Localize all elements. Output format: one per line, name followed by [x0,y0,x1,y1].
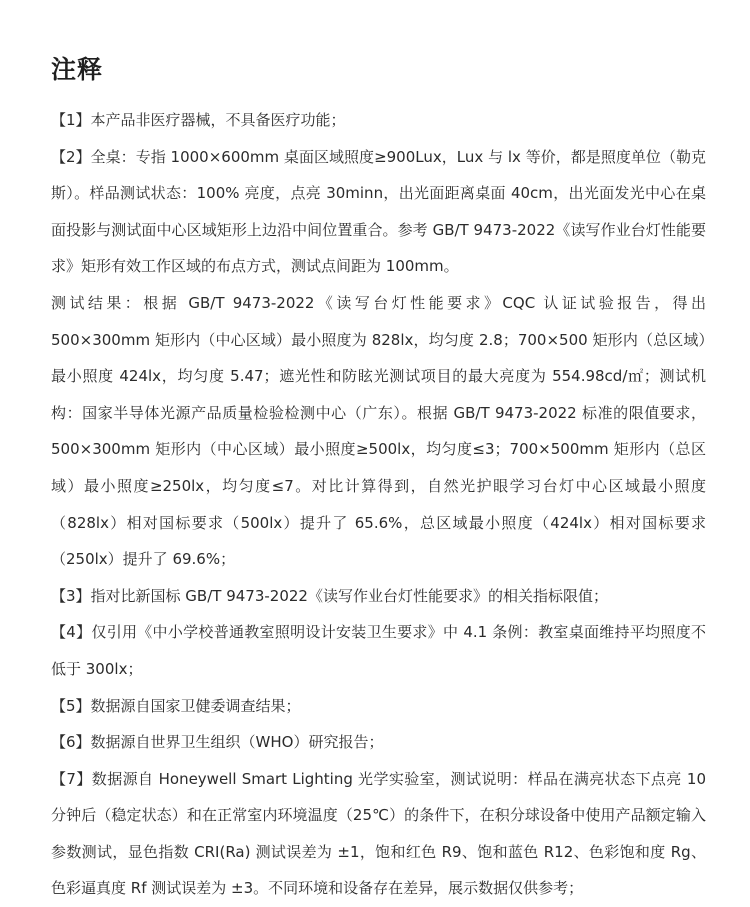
note-3: 【3】指对比新国标 GB/T 9473-2022《读写作业台灯性能要求》的相关指标限值； [51,586,608,605]
page-title: 注释 [51,55,104,84]
notes-list [51,102,706,907]
note-7: 【7】数据源自 Honeywell Smart Lighting 光学实验室，测试说明：样品在满亮状态下点亮 10 分钟后（稳定状态）和在正常室内环境温度（25℃）的条件下，在积分球设备中使用产品额定输入参数测试，显色指数 CRI(Ra) 测试误差为 ±1，饱和红色 R9、饱和蓝色 R12、色彩饱和度 Rg、色彩逼真度 Rf 测试误差为 ±3。不同环境和设备存在差异，展示数据仅供参考； [51,769,706,898]
note-2-test-results: 测试结果：根据 GB/T 9473-2022《读写台灯性能要求》CQC 认证试验报告，得出 500×300mm 矩形内（中心区域）最小照度为 828lx，均匀度 2.8；700×500 矩形内（总区域）最小照度 424lx，均匀度 5.47；遮光性和防眩光测试项目的最大亮度为 554.98cd/㎡；测试机构：国家半导体光源产品质量检验检测中心（广东）。根据 GB/T 9473-2022 标准的限值要求，500×300mm 矩形内（中心区域）最小照度≥500lx，均匀度≤3；700×500mm 矩形内（总区域）最小照度≥250lx，均匀度≤7。对比计算得到，自然光护眼学习台灯中心区域最小照度（828lx）相对国标要求（500lx）提升了 65.6%，总区域最小照度（424lx）相对国标要求（250lx）提升了 69.6%； [51,293,706,569]
note-6: 【6】数据源自世界卫生组织（WHO）研究报告； [51,733,384,752]
note-4: 【4】仅引用《中小学校普通教室照明设计安装卫生要求》中 4.1 条例：教室桌面维持平均照度不低于 300lx； [51,623,706,678]
note-5: 【5】数据源自国家卫健委调查结果； [51,696,301,715]
note-1: 【1】本产品非医疗器械，不具备医疗功能； [51,111,346,129]
note-2: 【2】全桌：专指 1000×600mm 桌面区域照度≥900Lux，Lux 与 lx 等价，都是照度单位（勒克斯）。样品测试状态：100% 亮度，点亮 30minn，出光面距离桌面 40cm，出光面发光中心在桌面投影与测试面中心区域矩形上边沿中间位置重合。参考 GB/T 9473-2022《读写作业台灯性能要求》矩形有效工作区域的布点方式，测试点间距为 100mm。 [51,147,706,276]
